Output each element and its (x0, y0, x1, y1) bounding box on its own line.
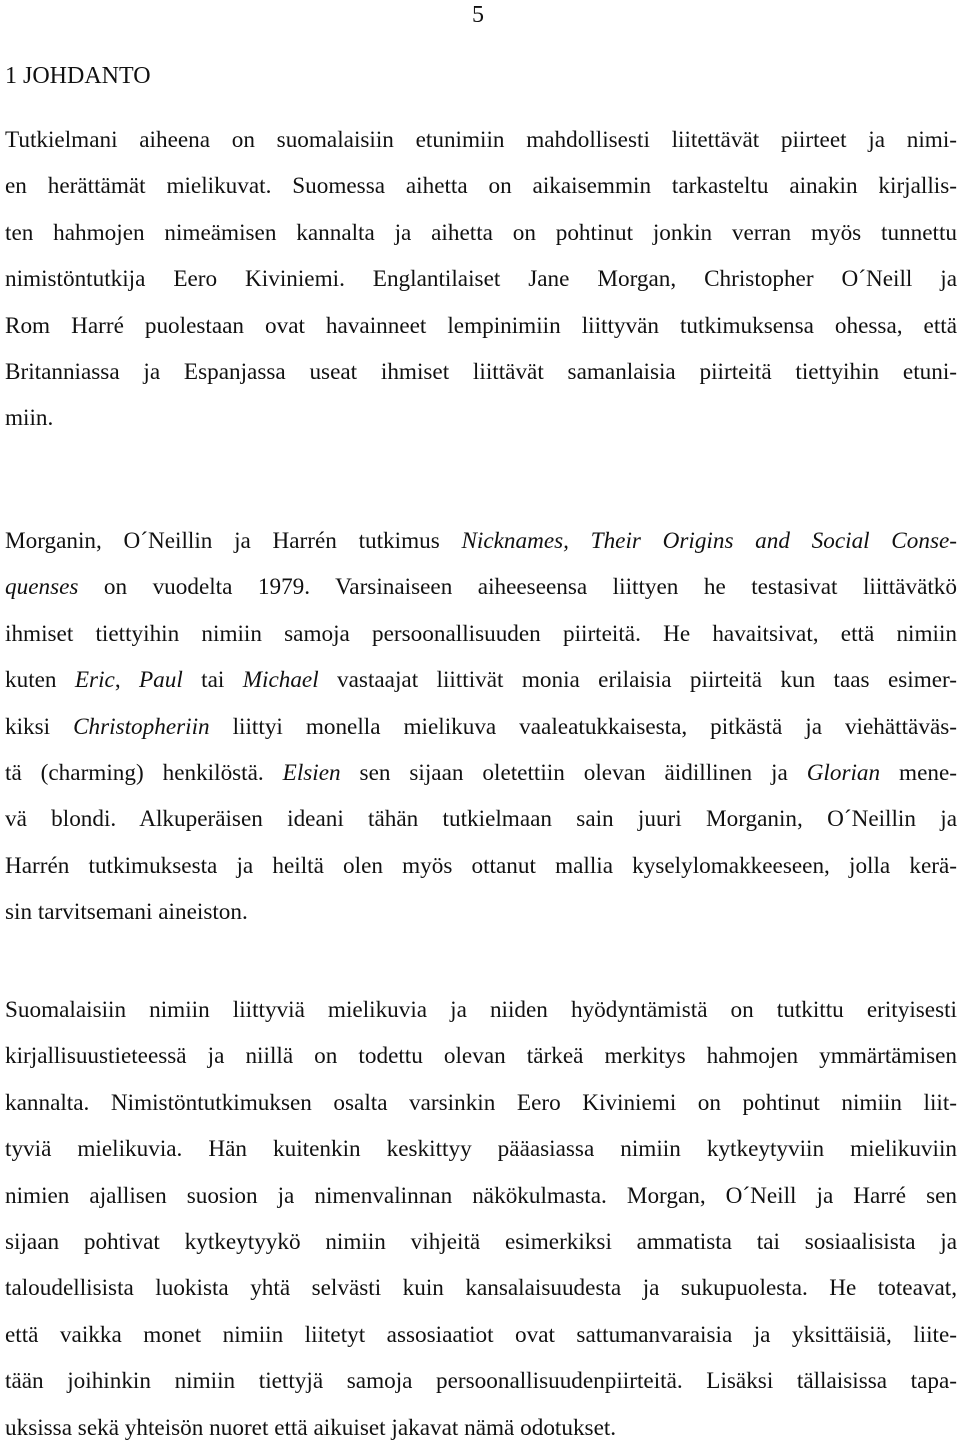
paragraph-2 (5, 518, 957, 936)
text-line (5, 1405, 957, 1451)
text-segment: kannalta. Nimistöntutkimuksen osalta varsinkin Eero Kiviniemi on pohtinut nimiin liit- (5, 1089, 957, 1116)
text-segment: sen sijaan oletettiin olevan äidillinen ja (340, 760, 807, 787)
text-line (5, 117, 957, 163)
text-segment: liittyi monella mielikuva vaaleatukkaisesta, pitkästä ja viehättäväs- (209, 713, 957, 740)
text-segment: sin tarvitsemani aineiston. (5, 899, 248, 926)
text-segment: vastaajat liittivät monia erilaisia piirteitä kun taas esimer- (318, 667, 958, 694)
paragraph-1 (5, 117, 957, 442)
text-line (5, 163, 957, 209)
text-line (5, 796, 957, 842)
italic-text: quenses (5, 574, 79, 601)
text-line (5, 1219, 957, 1265)
text-line (5, 349, 957, 395)
text-segment: kuten (5, 667, 75, 694)
text-segment: kiksi (5, 713, 74, 740)
italic-text: Eric (74, 667, 115, 694)
text-segment: ihmiset tiettyihin nimiin samoja persoonallisuuden piirteitä. He havaitsivat, että nimiin (5, 620, 957, 647)
text-line (5, 564, 957, 610)
text-segment: on vuodelta 1979. Varsinaiseen aiheeseensa liittyen he testasivat liittävätkö (78, 574, 957, 601)
text-segment: vä blondi. Alkuperäisen ideani tähän tutkielmaan sain juuri Morganin, O´Neillin ja (5, 806, 957, 833)
text-segment: tään joihinkin nimiin tiettyjä samoja persoonallisuudenpiirteitä. Lisäksi tällaisissa tapa- (5, 1368, 957, 1395)
text-line (5, 1265, 957, 1311)
italic-text: Michael (242, 667, 319, 694)
text-segment: miin. (5, 405, 54, 432)
text-segment: tä (charming) henkilöstä. (5, 760, 283, 787)
italic-text: Christopheriin (73, 713, 210, 740)
text-line (5, 518, 957, 564)
text-segment: nimistöntutkija Eero Kiviniemi. Englantilaiset Jane Morgan, Christopher O´Neill ja (5, 266, 957, 293)
text-line (5, 395, 957, 441)
chapter-heading: 1 JOHDANTO (5, 63, 151, 89)
text-segment: kirjallisuustieteessä ja niillä on todettu olevan tärkeä merkitys hahmojen ymmärtämisen (5, 1043, 957, 1070)
text-line (5, 1358, 957, 1404)
text-segment: nimien ajallisen suosion ja nimenvalinnan näkökulmasta. Morgan, O´Neill ja Harré sen (5, 1182, 957, 1209)
text-line (5, 1080, 957, 1126)
text-segment: Harrén tutkimuksesta ja heiltä olen myös ottanut mallia kyselylomakkeeseen, jolla kerä- (5, 852, 957, 879)
text-segment: Rom Harré puolestaan ovat havainneet lempinimiin liittyvän tutkimuksensa ohessa, että (5, 312, 957, 339)
text-line (5, 704, 957, 750)
text-segment: uksissa sekä yhteisön nuoret että aikuiset jakavat nämä odotukset. (5, 1414, 617, 1441)
text-segment: mene- (880, 760, 957, 787)
paragraph-3 (5, 987, 957, 1451)
text-line (5, 1312, 957, 1358)
text-line (5, 750, 957, 796)
text-line (5, 210, 957, 256)
text-line (5, 611, 957, 657)
text-line (5, 1033, 957, 1079)
text-line (5, 843, 957, 889)
text-segment: tyviä mielikuvia. Hän kuitenkin keskittyy pääasiassa nimiin kytkeytyviin mielikuviin (5, 1136, 957, 1163)
text-line (5, 1126, 957, 1172)
text-segment: että vaikka monet nimiin liitetyt assosiaatiot ovat sattumanvaraisia ja yksittäisiä, liite- (5, 1321, 957, 1348)
text-line (5, 1173, 957, 1219)
text-segment: , (114, 667, 139, 694)
text-segment: sijaan pohtivat kytkeytyykö nimiin vihjeitä esimerkiksi ammatista tai sosiaalisista ja (5, 1229, 957, 1256)
page-number: 5 (472, 2, 484, 28)
text-segment: ten hahmojen nimeämisen kannalta ja aihetta on pohtinut jonkin verran myös tunnettu (5, 219, 957, 246)
text-segment: Tutkielmani aiheena on suomalaisiin etunimiin mahdollisesti liitettävät piirteet ja nimi- (5, 127, 957, 153)
text-line (5, 987, 957, 1033)
italic-text: Nicknames, Their Origins and Social Conse- (461, 528, 957, 554)
italic-text: Paul (138, 667, 183, 694)
text-segment: Suomalaisiin nimiin liittyviä mielikuvia ja niiden hyödyntämistä on tutkittu erityisesti (5, 997, 957, 1023)
text-segment: taloudellisista luokista yhtä selvästi kuin kansalaisuudesta ja sukupuolesta. He toteavat, (5, 1275, 957, 1302)
text-segment: Britanniassa ja Espanjassa useat ihmiset liittävät samanlaisia piirteitä tiettyihin etuni- (5, 359, 957, 386)
text-segment: tai (182, 667, 243, 694)
italic-text: Glorian (806, 760, 881, 787)
italic-text: Elsien (282, 760, 341, 787)
text-line (5, 256, 957, 302)
text-line (5, 657, 957, 703)
text-segment: Morganin, O´Neillin ja Harrén tutkimus (5, 528, 462, 554)
text-segment: en herättämät mielikuvat. Suomessa aihetta on aikaisemmin tarkasteltu ainakin kirjallis- (5, 173, 957, 200)
text-line (5, 889, 957, 935)
text-line (5, 303, 957, 349)
